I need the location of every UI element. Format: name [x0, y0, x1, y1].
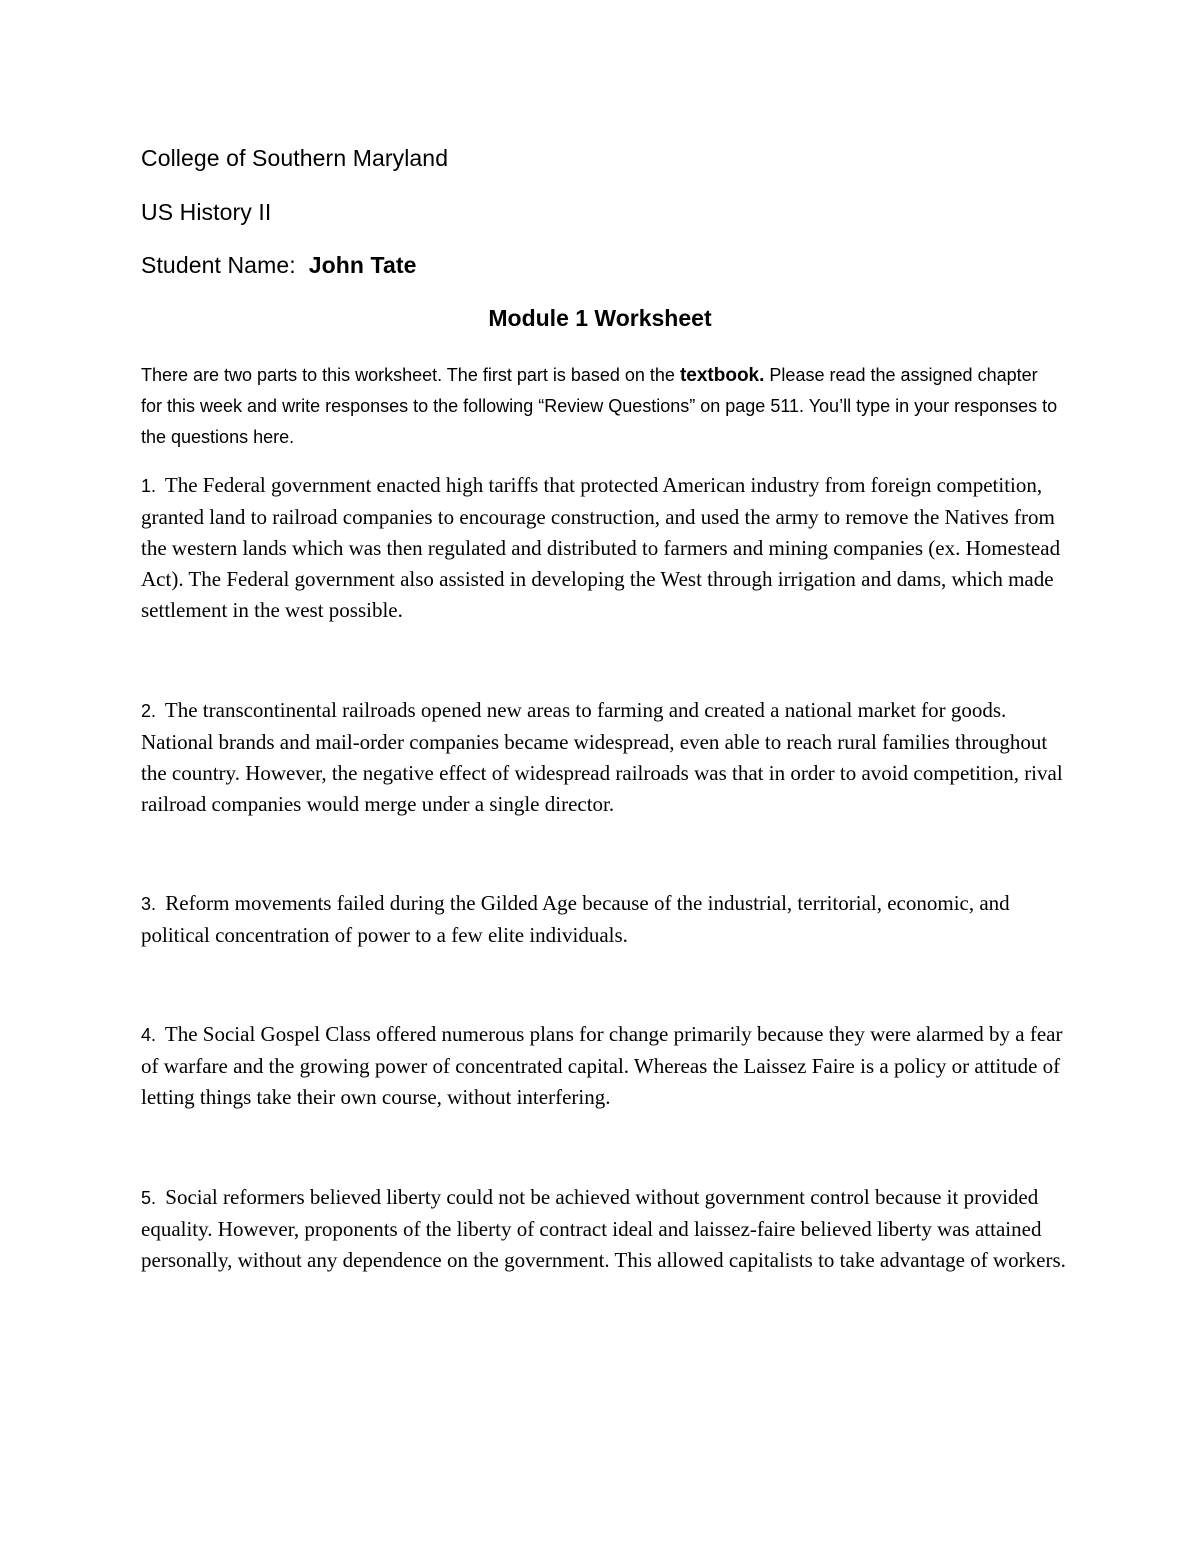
student-name: John Tate: [308, 252, 417, 278]
answer-3: [141, 888, 1076, 951]
worksheet-title: Module 1 Worksheet: [488, 305, 712, 331]
answer-number: 3.: [141, 894, 157, 914]
answer-number: 2.: [141, 701, 157, 721]
instructions-bold-textbook: textbook.: [679, 365, 765, 386]
answer-5: [141, 1182, 1076, 1276]
answer-number: 1.: [141, 476, 157, 496]
instructions-text-2: Please read the assigned chapter for this week and write responses to the following “Review Questions” on page 511. You’ll type in your responses to the questions here.: [141, 365, 1058, 447]
answer-text: The Social Gospel Class offered numerous plans for change primarily because they were alarmed by a fear of warfare and the growing power of concentrated capital. Whereas the Laissez Faire is a policy or attitude of letting things take their own course, without interfering.: [141, 1022, 1063, 1109]
student-name-label: Student Name:: [141, 252, 296, 278]
course-name: US History II: [141, 199, 272, 225]
answer-4: [141, 1019, 1076, 1113]
instructions-paragraph: [141, 360, 1061, 453]
answer-number: 4.: [141, 1025, 157, 1045]
answer-1: [141, 470, 1076, 626]
answer-text: Social reformers believed liberty could not be achieved without government control because it provided equality. However, proponents of the liberty of contract ideal and laissez-faire believed liberty was attained personally, without any dependence on the government. This allowed capitalists to take advantage of workers.: [141, 1185, 1066, 1272]
answer-2: [141, 695, 1076, 820]
student-line: [141, 252, 417, 279]
answer-text: The Federal government enacted high tariffs that protected American industry from foreign competition, granted land to railroad companies to encourage construction, and used the army to remove the Natives from the western lands which was then regulated and distributed to farmers and mining companies (ex. Homestead Act). The Federal government also assisted in developing the West through irrigation and dams, which made settlement in the west possible.: [141, 473, 1061, 622]
college-name: College of Southern Maryland: [141, 145, 449, 171]
instructions-text-1: There are two parts to this worksheet. The first part is based on the: [141, 365, 675, 385]
answer-number: 5.: [141, 1188, 157, 1208]
answer-text: The transcontinental railroads opened new areas to farming and created a national market for goods. National brands and mail-order companies became widespread, even able to reach rural families throughout the country. However, the negative effect of widespread railroads was that in order to avoid competition, rival railroad companies would merge under a single director.: [141, 698, 1063, 816]
answer-text: Reform movements failed during the Gilded Age because of the industrial, territorial, economic, and political concentration of power to a few elite individuals.: [141, 891, 1010, 947]
